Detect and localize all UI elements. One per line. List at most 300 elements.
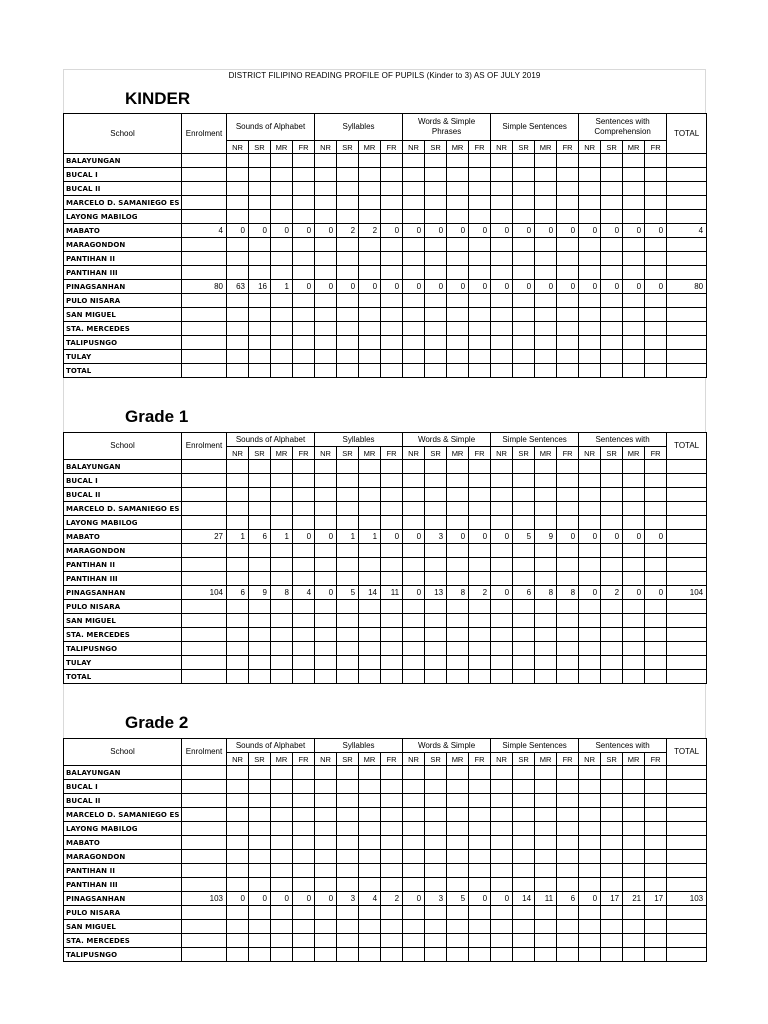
value-cell: [293, 488, 315, 502]
value-cell: [249, 502, 271, 516]
value-cell: 4: [293, 586, 315, 600]
school-name: BUCAL II: [64, 182, 182, 196]
value-cell: [447, 516, 469, 530]
value-cell: 21: [623, 892, 645, 906]
value-cell: [425, 670, 447, 684]
table-row: [64, 586, 707, 600]
value-cell: [315, 808, 337, 822]
value-cell: [182, 948, 227, 962]
value-cell: [557, 196, 579, 210]
value-cell: 13: [425, 586, 447, 600]
value-cell: [447, 502, 469, 516]
school-name: TALIPUSNGO: [64, 642, 182, 656]
value-cell: [667, 766, 707, 780]
value-cell: [403, 558, 425, 572]
value-cell: [182, 614, 227, 628]
value-cell: [579, 252, 601, 266]
value-cell: [513, 600, 535, 614]
value-cell: [425, 168, 447, 182]
school-name: PANTIHAN II: [64, 864, 182, 878]
table-row: [64, 238, 707, 252]
value-cell: [601, 294, 623, 308]
value-cell: [293, 864, 315, 878]
value-cell: 9: [249, 586, 271, 600]
value-cell: 0: [623, 586, 645, 600]
value-cell: [182, 572, 227, 586]
value-cell: [425, 906, 447, 920]
school-name: SAN MIGUEL: [64, 920, 182, 934]
value-cell: [469, 808, 491, 822]
value-cell: [425, 252, 447, 266]
value-cell: [403, 266, 425, 280]
value-cell: [667, 836, 707, 850]
value-cell: [315, 474, 337, 488]
value-cell: [337, 600, 359, 614]
value-cell: [579, 154, 601, 168]
value-cell: [557, 670, 579, 684]
value-cell: [623, 210, 645, 224]
value-cell: [249, 168, 271, 182]
value-cell: [271, 794, 293, 808]
value-cell: [601, 836, 623, 850]
value-cell: [403, 822, 425, 836]
value-cell: [271, 308, 293, 322]
value-cell: [227, 322, 249, 336]
skill-group-header: Syllables: [315, 739, 403, 753]
value-cell: [491, 934, 513, 948]
value-cell: [535, 948, 557, 962]
value-cell: 5: [447, 892, 469, 906]
level-header: FR: [645, 753, 667, 766]
value-cell: [535, 488, 557, 502]
value-cell: [249, 252, 271, 266]
value-cell: [469, 836, 491, 850]
value-cell: [359, 920, 381, 934]
section-gap: [63, 684, 706, 698]
value-cell: [293, 266, 315, 280]
value-cell: [623, 766, 645, 780]
value-cell: [513, 836, 535, 850]
value-cell: 2: [381, 892, 403, 906]
value-cell: [359, 558, 381, 572]
value-cell: 0: [535, 280, 557, 294]
value-cell: [623, 196, 645, 210]
level-header: SR: [425, 141, 447, 154]
value-cell: [557, 808, 579, 822]
value-cell: [381, 628, 403, 642]
skill-group-header: Words & Simple: [403, 739, 491, 753]
value-cell: [403, 656, 425, 670]
value-cell: [623, 794, 645, 808]
table-row: [64, 154, 707, 168]
value-cell: [645, 308, 667, 322]
value-cell: [227, 670, 249, 684]
table-row: [64, 364, 707, 378]
value-cell: 0: [293, 530, 315, 544]
value-cell: [293, 196, 315, 210]
value-cell: [447, 766, 469, 780]
value-cell: [359, 196, 381, 210]
skill-group-header: Syllables: [315, 114, 403, 141]
skill-group-header: Sounds of Alphabet: [227, 739, 315, 753]
value-cell: [293, 168, 315, 182]
value-cell: [381, 488, 403, 502]
value-cell: [623, 502, 645, 516]
value-cell: [337, 322, 359, 336]
value-cell: [182, 210, 227, 224]
value-cell: [403, 488, 425, 502]
value-cell: [447, 488, 469, 502]
value-cell: [513, 948, 535, 962]
value-cell: [271, 614, 293, 628]
value-cell: [182, 780, 227, 794]
value-cell: [579, 642, 601, 656]
value-cell: [491, 266, 513, 280]
value-cell: [227, 196, 249, 210]
value-cell: [249, 364, 271, 378]
value-cell: [337, 308, 359, 322]
value-cell: [271, 516, 293, 530]
value-cell: [337, 808, 359, 822]
value-cell: 0: [645, 224, 667, 238]
value-cell: [469, 474, 491, 488]
value-cell: [601, 934, 623, 948]
value-cell: [579, 628, 601, 642]
value-cell: [315, 308, 337, 322]
value-cell: [557, 336, 579, 350]
school-header: School: [64, 114, 182, 154]
school-name: STA. MERCEDES: [64, 322, 182, 336]
value-cell: [469, 642, 491, 656]
value-cell: [447, 182, 469, 196]
value-cell: [513, 794, 535, 808]
value-cell: [271, 266, 293, 280]
value-cell: [403, 780, 425, 794]
value-cell: [381, 572, 403, 586]
value-cell: [315, 294, 337, 308]
value-cell: [359, 502, 381, 516]
value-cell: [182, 182, 227, 196]
value-cell: [381, 238, 403, 252]
value-cell: [381, 544, 403, 558]
value-cell: [293, 878, 315, 892]
value-cell: [623, 836, 645, 850]
value-cell: [249, 350, 271, 364]
value-cell: [447, 294, 469, 308]
value-cell: [381, 294, 403, 308]
section-heading-row: [63, 698, 706, 738]
value-cell: [337, 642, 359, 656]
value-cell: [447, 168, 469, 182]
table-row: [64, 530, 707, 544]
value-cell: [425, 182, 447, 196]
value-cell: [249, 266, 271, 280]
value-cell: [513, 850, 535, 864]
value-cell: 0: [315, 586, 337, 600]
level-header: FR: [381, 753, 403, 766]
value-cell: [227, 808, 249, 822]
level-header: NR: [227, 753, 249, 766]
value-cell: [601, 864, 623, 878]
value-cell: [557, 920, 579, 934]
value-cell: [557, 656, 579, 670]
value-cell: [381, 168, 403, 182]
value-cell: [535, 864, 557, 878]
value-cell: [293, 364, 315, 378]
value-cell: [293, 336, 315, 350]
value-cell: [469, 864, 491, 878]
value-cell: 4: [359, 892, 381, 906]
value-cell: [403, 920, 425, 934]
value-cell: [381, 808, 403, 822]
value-cell: 0: [227, 224, 249, 238]
value-cell: [491, 488, 513, 502]
value-cell: [227, 906, 249, 920]
value-cell: [491, 516, 513, 530]
level-header: SR: [513, 753, 535, 766]
value-cell: 0: [645, 530, 667, 544]
skill-group-header: Syllables: [315, 433, 403, 447]
value-cell: [469, 906, 491, 920]
value-cell: [249, 154, 271, 168]
value-cell: [425, 656, 447, 670]
value-cell: [182, 488, 227, 502]
value-cell: [557, 210, 579, 224]
value-cell: [623, 808, 645, 822]
value-cell: [359, 948, 381, 962]
value-cell: [227, 350, 249, 364]
value-cell: [337, 572, 359, 586]
value-cell: [645, 502, 667, 516]
value-cell: [315, 322, 337, 336]
value-cell: [513, 906, 535, 920]
value-cell: [645, 864, 667, 878]
value-cell: [403, 934, 425, 948]
level-header: SR: [337, 447, 359, 460]
value-cell: [315, 794, 337, 808]
value-cell: [667, 878, 707, 892]
value-cell: [293, 350, 315, 364]
value-cell: [645, 196, 667, 210]
value-cell: [579, 656, 601, 670]
value-cell: [425, 238, 447, 252]
value-cell: [579, 948, 601, 962]
value-cell: 2: [337, 224, 359, 238]
level-header: FR: [557, 447, 579, 460]
value-cell: [359, 794, 381, 808]
value-cell: [425, 878, 447, 892]
value-cell: [535, 350, 557, 364]
header-row: [64, 739, 707, 753]
value-cell: [557, 836, 579, 850]
value-cell: [557, 642, 579, 656]
value-cell: [601, 766, 623, 780]
value-cell: [535, 558, 557, 572]
document-title: DISTRICT FILIPINO READING PROFILE OF PUPILS (Kinder to 3) AS OF JULY 2019: [228, 71, 541, 80]
value-cell: [381, 934, 403, 948]
value-cell: [513, 238, 535, 252]
reading-table: [63, 113, 707, 378]
section-heading-row: [63, 392, 706, 432]
value-cell: [182, 794, 227, 808]
value-cell: [579, 878, 601, 892]
table-row: [64, 308, 707, 322]
value-cell: [667, 154, 707, 168]
value-cell: [623, 488, 645, 502]
school-name: TULAY: [64, 656, 182, 670]
school-name: PULO NISARA: [64, 906, 182, 920]
value-cell: 3: [425, 530, 447, 544]
value-cell: [535, 822, 557, 836]
value-cell: 5: [337, 586, 359, 600]
value-cell: [182, 350, 227, 364]
level-header: MR: [271, 753, 293, 766]
value-cell: [403, 808, 425, 822]
value-cell: [645, 322, 667, 336]
value-cell: [513, 168, 535, 182]
value-cell: [381, 906, 403, 920]
value-cell: [227, 656, 249, 670]
value-cell: [623, 252, 645, 266]
table-row: [64, 766, 707, 780]
value-cell: [557, 252, 579, 266]
value-cell: [359, 266, 381, 280]
value-cell: [337, 252, 359, 266]
value-cell: [513, 780, 535, 794]
value-cell: [623, 906, 645, 920]
value-cell: [293, 308, 315, 322]
value-cell: 0: [447, 530, 469, 544]
value-cell: [491, 544, 513, 558]
value-cell: 4: [182, 224, 227, 238]
value-cell: [513, 656, 535, 670]
level-header: NR: [403, 753, 425, 766]
value-cell: [535, 544, 557, 558]
value-cell: [403, 252, 425, 266]
value-cell: [667, 850, 707, 864]
value-cell: [271, 474, 293, 488]
value-cell: [337, 822, 359, 836]
value-cell: [182, 364, 227, 378]
value-cell: [491, 600, 513, 614]
value-cell: [359, 322, 381, 336]
value-cell: [491, 154, 513, 168]
value-cell: 0: [403, 892, 425, 906]
value-cell: [623, 460, 645, 474]
level-header: SR: [513, 141, 535, 154]
table-row: [64, 280, 707, 294]
value-cell: 0: [491, 280, 513, 294]
school-name: PANTIHAN III: [64, 878, 182, 892]
school-name: MABATO: [64, 836, 182, 850]
value-cell: [381, 210, 403, 224]
value-cell: [293, 780, 315, 794]
level-header: SR: [601, 753, 623, 766]
value-cell: [227, 920, 249, 934]
value-cell: [381, 182, 403, 196]
value-cell: [227, 600, 249, 614]
value-cell: [535, 600, 557, 614]
value-cell: [579, 808, 601, 822]
value-cell: [513, 766, 535, 780]
level-header: MR: [623, 141, 645, 154]
value-cell: [315, 516, 337, 530]
value-cell: [315, 350, 337, 364]
value-cell: [315, 210, 337, 224]
value-cell: [535, 656, 557, 670]
value-cell: [182, 238, 227, 252]
value-cell: [557, 614, 579, 628]
value-cell: [513, 670, 535, 684]
table-row: [64, 210, 707, 224]
value-cell: [182, 864, 227, 878]
value-cell: [359, 934, 381, 948]
value-cell: [447, 460, 469, 474]
school-name: MARAGONDON: [64, 544, 182, 558]
value-cell: [182, 196, 227, 210]
value-cell: [491, 836, 513, 850]
value-cell: [425, 154, 447, 168]
value-cell: 0: [579, 280, 601, 294]
value-cell: [359, 864, 381, 878]
value-cell: [271, 822, 293, 836]
value-cell: [491, 350, 513, 364]
value-cell: [293, 822, 315, 836]
value-cell: 0: [249, 224, 271, 238]
value-cell: 0: [601, 530, 623, 544]
value-cell: [491, 308, 513, 322]
value-cell: [315, 642, 337, 656]
level-header: FR: [557, 141, 579, 154]
value-cell: [623, 238, 645, 252]
value-cell: [359, 154, 381, 168]
value-cell: 3: [425, 892, 447, 906]
value-cell: [557, 266, 579, 280]
value-cell: [249, 238, 271, 252]
value-cell: [645, 822, 667, 836]
value-cell: [403, 600, 425, 614]
value-cell: 1: [271, 280, 293, 294]
value-cell: [271, 836, 293, 850]
value-cell: 0: [293, 892, 315, 906]
school-name: STA. MERCEDES: [64, 628, 182, 642]
value-cell: [667, 502, 707, 516]
level-header: SR: [337, 753, 359, 766]
level-header: NR: [491, 753, 513, 766]
value-cell: [182, 154, 227, 168]
value-cell: [491, 794, 513, 808]
value-cell: [271, 196, 293, 210]
value-cell: 0: [315, 530, 337, 544]
value-cell: [315, 670, 337, 684]
value-cell: [182, 628, 227, 642]
value-cell: [469, 670, 491, 684]
value-cell: [271, 656, 293, 670]
value-cell: [403, 864, 425, 878]
value-cell: [469, 460, 491, 474]
level-header: MR: [359, 141, 381, 154]
value-cell: [601, 808, 623, 822]
value-cell: [227, 544, 249, 558]
value-cell: [249, 600, 271, 614]
value-cell: [359, 906, 381, 920]
value-cell: [645, 488, 667, 502]
value-cell: [182, 878, 227, 892]
value-cell: [271, 920, 293, 934]
value-cell: [337, 182, 359, 196]
value-cell: [557, 794, 579, 808]
value-cell: [315, 196, 337, 210]
